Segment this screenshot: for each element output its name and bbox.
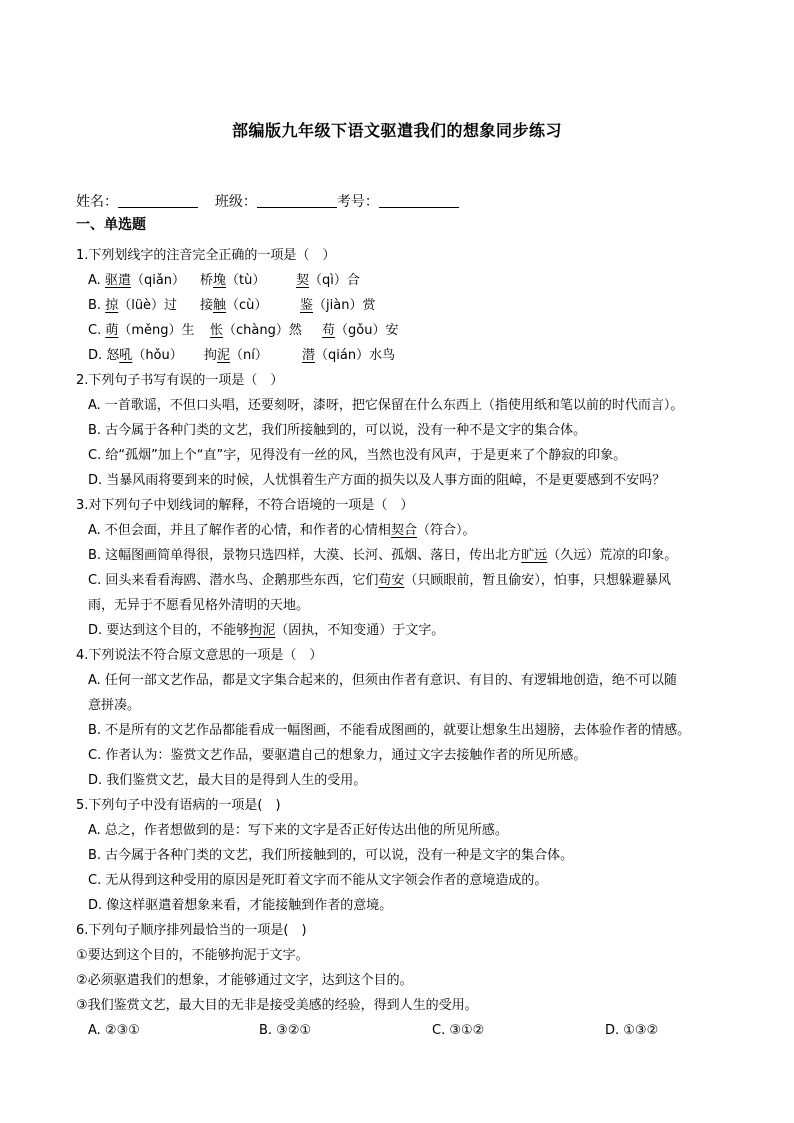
name-label: 姓名：: [76, 194, 118, 210]
question-3-option-c-continued: 雨，无异于不愿看见格外清明的天地。: [88, 598, 310, 613]
question-1-option-c: C. 萌（měng）生 怅（chàng）然 苟（gǒu）安: [88, 323, 399, 338]
question-3-option-a: A. 不但会面，并且了解作者的心情，和作者的心情相契合（符合）。: [88, 523, 476, 538]
question-4-option-c: C. 作者认为：鉴赏文艺作品，要驱遣自己的想象力，通过文字去接触作者的所见所感。: [88, 748, 587, 763]
question-6-stem: 6.下列句子顺序排列最恰当的一项是( ): [76, 923, 307, 938]
question-5-option-b: B. 古今属于各种门类的文艺，我们所接触到的，可以说，没有一种是文字的集合体。: [88, 848, 574, 863]
question-1-option-a: A. 驱遣（qiǎn） 桥堍（tù） 契（qì）合: [88, 273, 360, 288]
question-4-option-a-continued: 意拼凑。: [88, 698, 141, 713]
class-blank[interactable]: [257, 193, 337, 208]
exam-label: 考号：: [336, 194, 379, 210]
question-3-option-c: C. 回头来看看海鸥、潜水鸟、企鹅那些东西，它们苟安（只顾眼前，暂且偷安），怕事，只想躲避暴风: [88, 573, 671, 588]
question-6-option-a: A. ②③①: [88, 1023, 140, 1038]
question-2-option-a: A. 一首歌谣，不但口头唱，还要刻呀，漆呀，把它保留在什么东西上（指使用纸和笔以前的时代而言）。: [88, 398, 684, 413]
question-3-option-d: D. 要达到这个目的，不能够拘泥（固执，不知变通）于文字。: [88, 623, 445, 638]
question-5-option-c: C. 无从得到这种受用的原因是死盯着文字而不能从文字领会作者的意境造成的。: [88, 873, 548, 888]
question-5-option-a: A. 总之，作者想做到的是：写下来的文字是否正好传达出他的所见所感。: [88, 823, 508, 838]
question-4-option-a: A. 任何一部文艺作品，都是文字集合起来的，但须由作者有意识、有目的、有逻辑地创造，绝不可以随: [88, 673, 677, 688]
question-6-option-b: B. ③②①: [259, 1023, 312, 1038]
question-1-option-b: B. 掠（lüè）过 接触（cù） 鉴（jiàn）赏: [88, 298, 376, 313]
class-label: 班级：: [214, 194, 257, 210]
student-info-row: [76, 191, 459, 211]
question-5-stem: 5.下列句子中没有语病的一项是( ): [76, 798, 281, 813]
question-2-option-d: D. 当暴风雨将要到来的时候，人忧惧着生产方面的损失以及人事方面的阻嶂，不是更要感到不安吗？: [88, 473, 666, 488]
question-1-stem: 1.下列划线字的注音完全正确的一项是（ ）: [76, 248, 336, 263]
question-6-sentence-2: ②必须驱遣我们的想象，才能够通过文字，达到这个目的。: [76, 973, 413, 988]
question-2-option-b: B. 古今属于各种门类的文艺，我们所接触到的，可以说，没有一种不是文字的集合体。: [88, 423, 587, 438]
question-6-option-c: C. ③①②: [432, 1023, 485, 1038]
question-6-sentence-3: ③我们鉴赏文艺，最大目的无非是接受美感的经验，得到人生的受用。: [76, 998, 478, 1013]
exam-number-blank[interactable]: [379, 193, 459, 208]
question-3-stem: 3.对下列句子中划线词的解释，不符合语境的一项是（ ）: [76, 498, 414, 513]
question-5-option-d: D. 像这样驱遣着想象来看，才能接触到作者的意境。: [88, 898, 393, 913]
question-6-sentence-1: ①要达到这个目的，不能够拘泥于文字。: [76, 948, 309, 963]
page-title: 部编版九年级下语文驱遣我们的想象同步练习: [231, 121, 562, 140]
question-4-option-d: D. 我们鉴赏文艺，最大目的是得到人生的受用。: [88, 773, 367, 788]
question-6-option-d: D. ①③②: [605, 1023, 659, 1038]
question-1-option-d: D. 怒吼（hǒu） 拘泥（ní） 潜（qián）水鸟: [88, 348, 396, 363]
question-4-stem: 4.下列说法不符合原文意思的一项是（ ）: [76, 648, 323, 663]
question-3-option-b: B. 这幅图画简单得很，景物只选四样，大漠、长河、孤烟、落日，传出北方旷远（久远）荒凉的印象。: [88, 548, 678, 563]
question-4-option-b: B. 不是所有的文艺作品都能看成一幅图画，不能看成图画的，就要让想象生出翅膀，去体验作者的情感。: [88, 723, 691, 738]
section-heading: 一、单选题: [76, 217, 146, 233]
name-blank[interactable]: [118, 193, 198, 208]
question-2-option-c: C. 给“孤烟”加上个“直”字，见得没有一丝的风，当然也没有风声，于是更来了个静寂的印象。: [88, 448, 627, 463]
question-2-stem: 2.下列句子书写有误的一项是（ ）: [76, 373, 284, 388]
